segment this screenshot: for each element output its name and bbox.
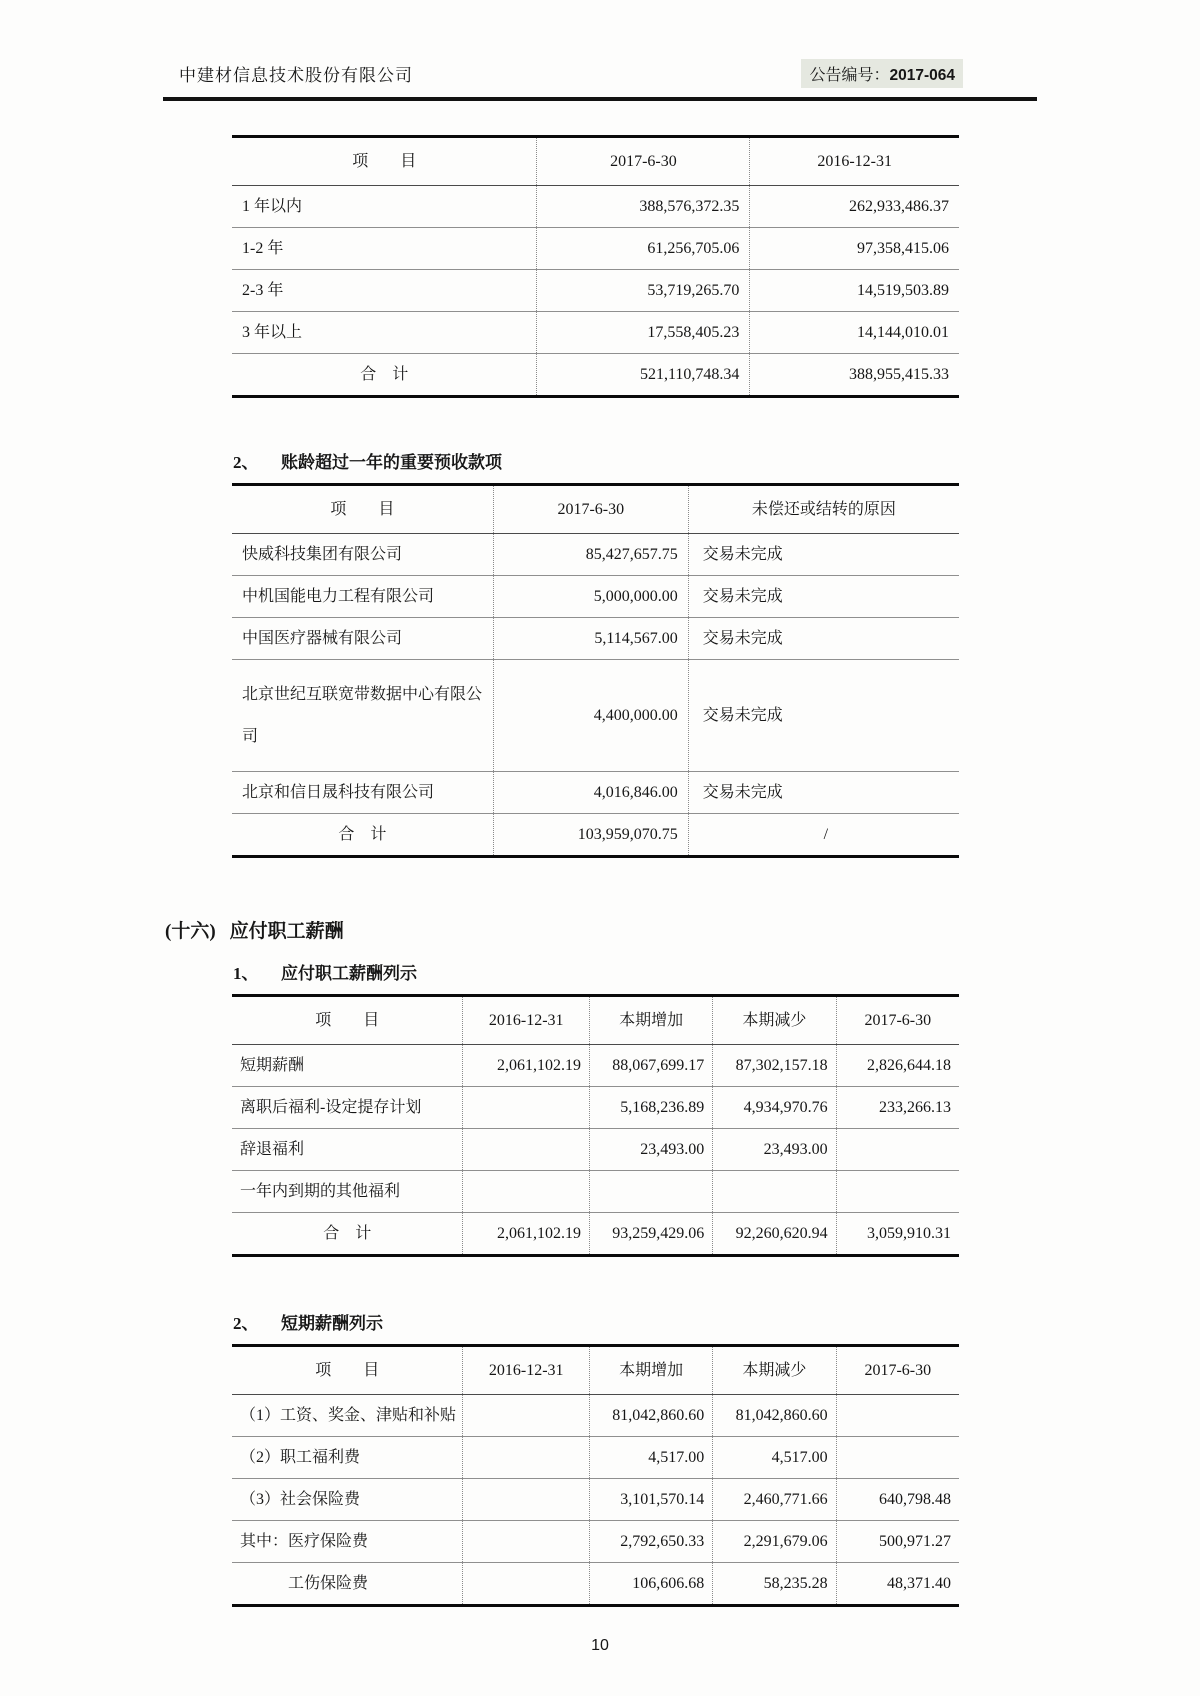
table-row — [232, 1479, 959, 1521]
section-index: 2、 — [233, 453, 259, 472]
company-name: 中建材信息技术股份有限公司 — [179, 65, 413, 85]
table-cell: 短期薪酬 — [232, 1045, 463, 1087]
table-cell: 2,460,771.66 — [713, 1479, 836, 1521]
table-cell: 4,400,000.00 — [493, 660, 688, 772]
table-cell: 106,606.68 — [589, 1563, 712, 1606]
table-cell: 2-3 年 — [232, 270, 537, 312]
column-header: 项 目 — [232, 485, 493, 534]
announcement-label: 公告编号： — [809, 66, 890, 84]
table-cell: 14,144,010.01 — [750, 312, 959, 354]
table-row — [232, 534, 959, 576]
table-cell: 中机国能电力工程有限公司 — [232, 576, 493, 618]
table-cell — [463, 1521, 589, 1563]
table-cell: 81,042,860.60 — [589, 1395, 712, 1437]
table-cell: 北京和信日晟科技有限公司 — [232, 772, 493, 814]
table-cell — [463, 1171, 589, 1213]
column-header: 项 目 — [232, 1346, 463, 1395]
short-term-salary-table — [232, 1344, 959, 1607]
document-header — [163, 58, 1037, 88]
column-header: 2016-12-31 — [463, 1346, 589, 1395]
table-cell: 3,101,570.14 — [589, 1479, 712, 1521]
table-row — [232, 1437, 959, 1479]
table-cell: 4,517.00 — [589, 1437, 712, 1479]
table-cell: 48,371.40 — [887, 1575, 951, 1593]
column-header: 2017-6-30 — [537, 137, 750, 186]
table-row — [232, 186, 959, 228]
table-cell: 58,235.28 — [713, 1563, 836, 1606]
section-title: 应付职工薪酬 — [229, 921, 344, 943]
table-cell: 交易未完成 — [688, 660, 959, 772]
payroll-table — [232, 994, 959, 1257]
table-cell: 辞退福利 — [232, 1129, 463, 1171]
section-index: 2、 — [233, 1314, 259, 1334]
table-row — [232, 660, 959, 772]
table-cell: 500,971.27 — [836, 1521, 959, 1563]
table-cell: 3,059,910.31 — [867, 1225, 951, 1243]
table-cell — [589, 1171, 712, 1213]
table-cell: （2）职工福利费 — [232, 1437, 463, 1479]
section-title: 短期薪酬列示 — [281, 1314, 383, 1334]
table-cell — [836, 1395, 959, 1437]
column-header: 2016-12-31 — [750, 137, 959, 186]
table-cell: 2,061,102.19 — [463, 1213, 589, 1256]
page-number: 10 — [591, 1637, 609, 1655]
column-header: 2017-6-30 — [836, 1346, 959, 1395]
column-header: 本期增加 — [589, 996, 712, 1045]
table-header-row — [232, 137, 959, 186]
table-cell: 2,291,679.06 — [713, 1521, 836, 1563]
table-cell — [463, 1563, 589, 1606]
table-cell: 233,266.13 — [836, 1087, 959, 1129]
section-heading-prepayments — [233, 448, 1037, 473]
table-cell: 一年内到期的其他福利 — [232, 1171, 463, 1213]
table-header-row — [232, 485, 959, 534]
table-row — [232, 618, 959, 660]
section-title: 应付职工薪酬列示 — [281, 964, 417, 984]
column-header: 项 目 — [232, 137, 537, 186]
column-header: 2017-6-30 — [493, 485, 688, 534]
table-cell: 85,427,657.75 — [493, 534, 688, 576]
table-row — [232, 312, 959, 354]
table-cell — [713, 1171, 836, 1213]
table-cell: 23,493.00 — [713, 1129, 836, 1171]
table-cell: 1-2 年 — [232, 228, 537, 270]
table-row — [232, 270, 959, 312]
table-cell: 88,067,699.17 — [589, 1045, 712, 1087]
table-cell: 97,358,415.06 — [750, 228, 959, 270]
column-header: 2017-6-30 — [836, 996, 959, 1045]
table-cell: 2,826,644.18 — [836, 1045, 959, 1087]
table-row — [232, 228, 959, 270]
table-row — [232, 1171, 959, 1213]
table-cell: 交易未完成 — [688, 534, 959, 576]
table-cell: 中国医疗器械有限公司 — [232, 618, 493, 660]
table-cell: 4,517.00 — [713, 1437, 836, 1479]
table-row — [232, 1395, 959, 1437]
table-cell — [836, 1129, 959, 1171]
table-row — [232, 772, 959, 814]
column-header: 未偿还或结转的原因 — [688, 485, 959, 534]
table-cell: 快威科技集团有限公司 — [232, 534, 493, 576]
table-cell: 388,955,415.33 — [849, 366, 949, 383]
subsection-heading-short-term — [233, 1309, 1037, 1334]
table-cell: 3 年以上 — [232, 312, 537, 354]
table-cell: （1）工资、奖金、津贴和补贴 — [232, 1395, 463, 1437]
aging-table — [232, 135, 959, 398]
table-cell: 262,933,486.37 — [750, 186, 959, 228]
subsection-heading-payroll-list — [233, 959, 1037, 984]
table-cell: 92,260,620.94 — [713, 1213, 836, 1256]
table-cell: 工伤保险费 — [232, 1563, 463, 1606]
table-cell: 合 计 — [232, 1213, 463, 1256]
header-divider — [163, 97, 1037, 101]
table-cell: 23,493.00 — [589, 1129, 712, 1171]
table-cell: / — [823, 826, 829, 844]
table-total-row — [232, 1213, 959, 1256]
table-row — [232, 1521, 959, 1563]
section-index: 1、 — [233, 964, 259, 984]
table-cell: 388,576,372.35 — [537, 186, 750, 228]
table-cell: 1 年以内 — [232, 186, 537, 228]
table-cell — [836, 1171, 959, 1213]
table-row — [232, 576, 959, 618]
table-row — [232, 1045, 959, 1087]
table-cell: 5,000,000.00 — [493, 576, 688, 618]
table-total-row — [232, 814, 959, 857]
table-cell: 交易未完成 — [688, 576, 959, 618]
section-index: (十六) — [165, 921, 216, 943]
prepayments-table — [232, 483, 959, 858]
table-cell: 交易未完成 — [688, 772, 959, 814]
table-cell: 离职后福利-设定提存计划 — [232, 1087, 463, 1129]
announcement-number: 2017-064 — [889, 66, 955, 84]
table-cell: 2,061,102.19 — [463, 1045, 589, 1087]
table-header-row — [232, 996, 959, 1045]
table-cell — [463, 1395, 589, 1437]
column-header: 本期减少 — [713, 1346, 836, 1395]
section-heading-payroll — [165, 916, 1037, 943]
table-cell: 4,934,970.76 — [713, 1087, 836, 1129]
table-cell: 交易未完成 — [688, 618, 959, 660]
table-row — [232, 1129, 959, 1171]
announcement-badge — [801, 59, 963, 88]
table-header-row — [232, 1346, 959, 1395]
table-cell: 640,798.48 — [836, 1479, 959, 1521]
table-cell — [463, 1129, 589, 1171]
table-row — [232, 1087, 959, 1129]
table-cell — [463, 1479, 589, 1521]
column-header: 本期减少 — [713, 996, 836, 1045]
table-cell: （3）社会保险费 — [232, 1479, 463, 1521]
table-cell: 93,259,429.06 — [589, 1213, 712, 1256]
table-cell: 81,042,860.60 — [713, 1395, 836, 1437]
table-cell — [463, 1437, 589, 1479]
table-cell — [836, 1437, 959, 1479]
table-row — [232, 1563, 959, 1606]
table-cell: 2,792,650.33 — [589, 1521, 712, 1563]
table-cell: 103,959,070.75 — [493, 814, 688, 857]
table-cell: 14,519,503.89 — [750, 270, 959, 312]
column-header: 本期增加 — [589, 1346, 712, 1395]
table-cell: 521,110,748.34 — [537, 354, 750, 397]
table-cell: 其中：医疗保险费 — [232, 1521, 463, 1563]
table-cell: 53,719,265.70 — [537, 270, 750, 312]
table-cell: 北京世纪互联宽带数据中心有限公司 — [232, 660, 493, 772]
column-header: 项 目 — [232, 996, 463, 1045]
table-cell: 合 计 — [232, 354, 537, 397]
table-total-row — [232, 354, 959, 397]
table-cell: 5,168,236.89 — [589, 1087, 712, 1129]
table-cell: 合 计 — [232, 814, 493, 857]
table-cell: 61,256,705.06 — [537, 228, 750, 270]
column-header: 2016-12-31 — [463, 996, 589, 1045]
table-cell: 5,114,567.00 — [493, 618, 688, 660]
table-cell: 4,016,846.00 — [493, 772, 688, 814]
table-cell: 17,558,405.23 — [537, 312, 750, 354]
table-cell: 87,302,157.18 — [713, 1045, 836, 1087]
section-title: 账龄超过一年的重要预收款项 — [281, 453, 502, 472]
table-cell — [463, 1087, 589, 1129]
